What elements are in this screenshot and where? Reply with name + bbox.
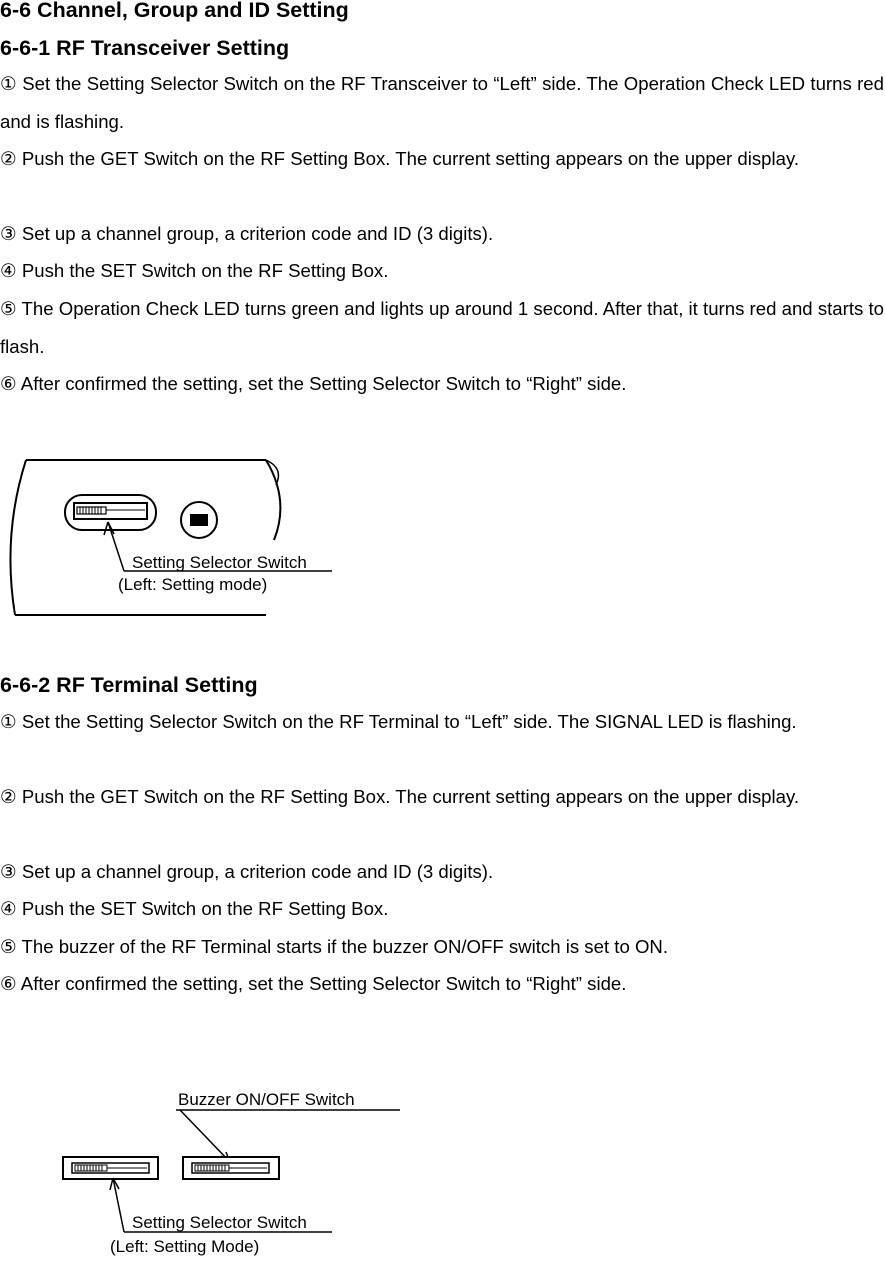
transceiver-title: 6-6-1 RF Transceiver Setting bbox=[0, 36, 290, 60]
terminal-step-5: ⑤ The buzzer of the RF Terminal starts if the buzzer ON/OFF switch is set to ON. bbox=[0, 936, 669, 957]
terminal-step-6: ⑥ After confirmed the setting, set the Setting Selector Switch to “Right” side. bbox=[0, 973, 627, 994]
transceiver-step-4: ④ Push the SET Switch on the RF Setting Box. bbox=[0, 260, 389, 281]
terminal-step-2: ② Push the GET Switch on the RF Setting Box. The current setting appears on the upper display. bbox=[0, 786, 800, 807]
transceiver-step-5: ⑤ The Operation Check LED turns green and lights up around 1 second. After that, it turns red and starts to flash. bbox=[0, 298, 884, 357]
terminal-figure bbox=[40, 1080, 420, 1257]
transceiver-step-2: ② Push the GET Switch on the RF Setting Box. The current setting appears on the upper display. bbox=[0, 148, 800, 169]
terminal-step-4: ④ Push the SET Switch on the RF Setting Box. bbox=[0, 898, 389, 919]
terminal-illustration bbox=[40, 1080, 420, 1257]
transceiver-switch-label: Setting Selector Switch bbox=[132, 553, 307, 572]
section-title: 6-6 Channel, Group and ID Setting bbox=[0, 0, 349, 22]
transceiver-switch-mode-label: (Left: Setting mode) bbox=[118, 575, 268, 594]
transceiver-step-1: ① Set the Setting Selector Switch on the RF Transceiver to “Left” side. The Operation Check LED turns red and is flashing. bbox=[0, 73, 884, 132]
terminal-step-3: ③ Set up a channel group, a criterion code and ID (3 digits). bbox=[0, 861, 494, 882]
terminal-switch-mode-label: (Left: Setting Mode) bbox=[110, 1237, 260, 1256]
transceiver-step-3: ③ Set up a channel group, a criterion code and ID (3 digits). bbox=[0, 223, 494, 244]
transceiver-figure bbox=[0, 440, 345, 625]
terminal-step-1: ① Set the Setting Selector Switch on the RF Terminal to “Left” side. The SIGNAL LED is flashing. bbox=[0, 711, 797, 732]
transceiver-step-6: ⑥ After confirmed the setting, set the Setting Selector Switch to “Right” side. bbox=[0, 373, 627, 394]
transceiver-illustration bbox=[0, 440, 345, 625]
terminal-title: 6-6-2 RF Terminal Setting bbox=[0, 673, 258, 697]
terminal-switch-label: Setting Selector Switch bbox=[132, 1213, 307, 1232]
buzzer-switch-label: Buzzer ON/OFF Switch bbox=[178, 1090, 355, 1109]
